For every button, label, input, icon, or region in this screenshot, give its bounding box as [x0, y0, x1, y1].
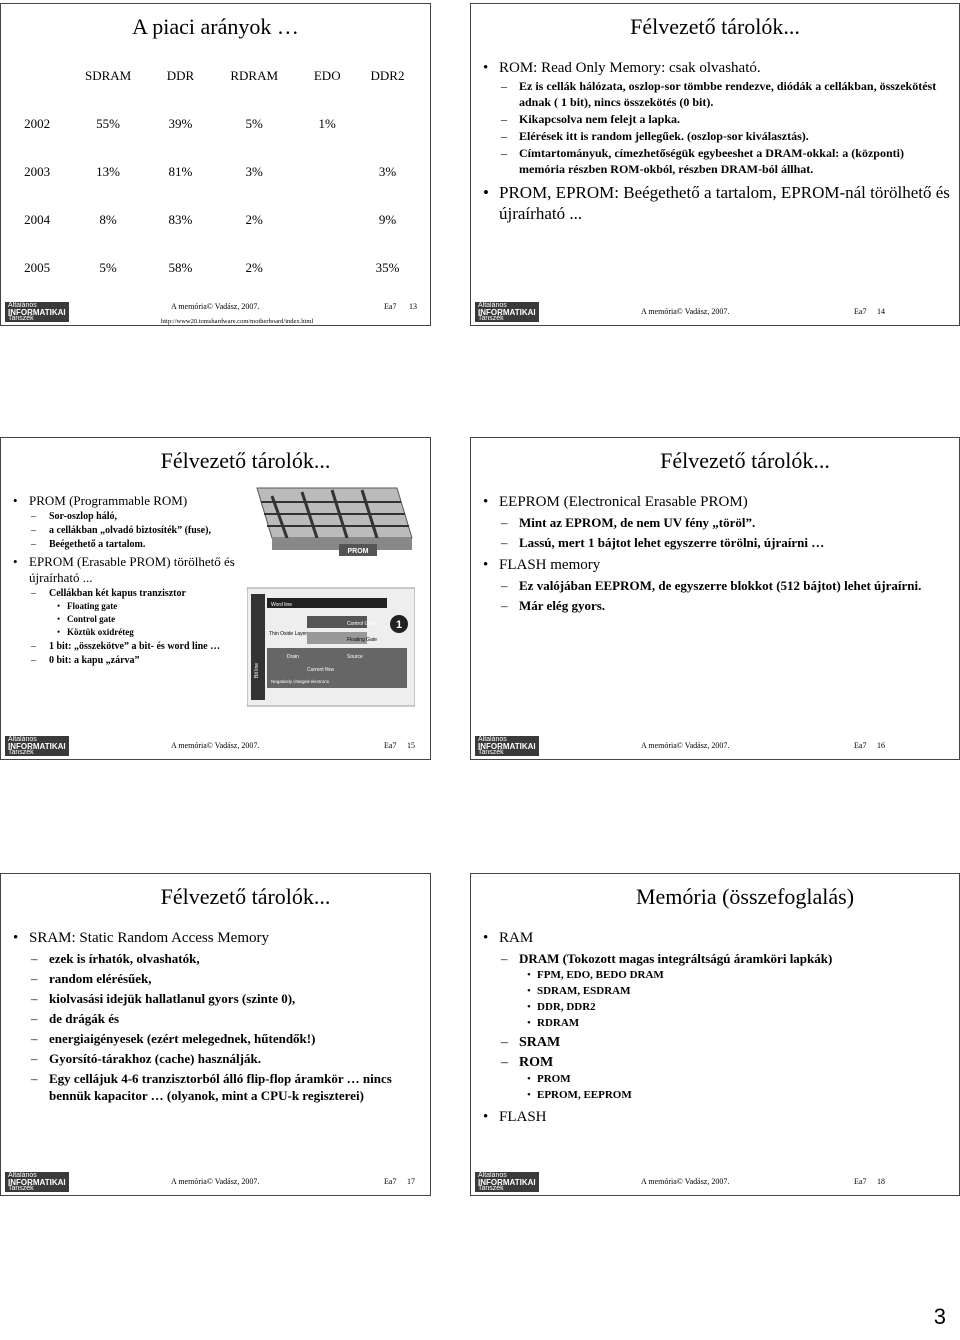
- sub-bullet: – a cellákban „olvadó biztosíték” (fuse),: [11, 524, 240, 537]
- table-cell: 35%: [375, 260, 400, 275]
- footer-credit: A memória© Vadász, 2007.: [641, 307, 730, 316]
- table-cell: 2002: [24, 116, 51, 131]
- bullet: • ROM: Read Only Memory: csak olvasható.: [481, 59, 951, 77]
- sub-sub-bullet: • EPROM, EEPROM: [481, 1088, 951, 1103]
- bullet: • PROM (Programmable ROM): [11, 493, 240, 509]
- prom-grid-image: [257, 488, 412, 556]
- sub-bullet: – ezek is írhatók, olvashatók,: [11, 950, 422, 967]
- footer-credit: A memória© Vadász, 2007.: [171, 1177, 260, 1186]
- table-cell: 8%: [99, 212, 117, 227]
- sub-bullet: – 1 bit: „összekötve” a bit- és word line …: [11, 640, 240, 653]
- table-cell: RDRAM: [230, 68, 279, 83]
- table-cell: [300, 196, 354, 244]
- footer-course: Ea7: [384, 302, 397, 311]
- bullet: • RAM: [481, 929, 951, 947]
- table-row: [11, 148, 421, 196]
- slide-footer: [471, 299, 959, 325]
- slide-body: [11, 926, 422, 1104]
- footer-course: Ea7: [854, 741, 867, 750]
- department-logo: Általános INFORMATIKAI Tanszék: [475, 1172, 539, 1192]
- table-cell: 3%: [378, 164, 397, 179]
- source-label: Source: [347, 654, 363, 660]
- electrons-label: Negatively charged electrons: [271, 679, 330, 684]
- sub-bullet: – DRAM (Tokozott magas integráltságú áramköri lapkák): [481, 950, 951, 967]
- sub-bullet: – ROM: [481, 1054, 951, 1071]
- sub-bullet: – Ez valójában EEPROM, de egyszerre blokkot (512 bájtot) lehet újraírni.: [481, 577, 951, 594]
- sub-sub-bullet: • SDRAM, ESDRAM: [481, 984, 951, 999]
- sub-bullet: – de drágák és: [11, 1010, 422, 1027]
- slide-title: Félvezető tárolók...: [160, 448, 331, 473]
- slide-14: [470, 3, 960, 326]
- drain-label: Drain: [287, 654, 299, 660]
- bullet: • FLASH memory: [481, 556, 951, 574]
- sub-sub-bullet: • Control gate: [11, 613, 240, 626]
- slide-16: [470, 437, 960, 760]
- market-share-table: [11, 52, 421, 292]
- table-cell: [11, 52, 63, 100]
- sub-sub-bullet: • PROM: [481, 1072, 951, 1087]
- sub-bullet: – kiolvasási idejük hallatlanul gyors (szinte 0),: [11, 990, 422, 1007]
- slide-number: 14: [877, 307, 885, 316]
- slide-body: [481, 926, 951, 1126]
- sub-bullet: – Kikapcsolva nem felejt a lapka.: [481, 111, 951, 127]
- sub-bullet: – Már elég gyors.: [481, 597, 951, 614]
- department-logo: Általános INFORMATIKAI Tanszék: [5, 302, 69, 322]
- table-cell: 81%: [168, 164, 193, 179]
- table-cell: 2004: [24, 212, 51, 227]
- footer-course: Ea7: [854, 1177, 867, 1186]
- sub-bullet: – Sor-oszlop háló,: [11, 510, 240, 523]
- sub-bullet: – Gyorsító-tárakhoz (cache) használják.: [11, 1050, 422, 1067]
- slide-number: 13: [409, 302, 417, 311]
- slide-number: 16: [877, 741, 885, 750]
- sub-bullet: – Egy cellájuk 4-6 tranzisztorból álló flip-flop áramkör … nincs bennük kapacitor … (olyanok, mint a CPU-k regiszterei): [11, 1070, 422, 1104]
- footer-credit: A memória© Vadász, 2007.: [641, 1177, 730, 1186]
- prom-label: PROM: [347, 548, 369, 555]
- slide-number: 18: [877, 1177, 885, 1186]
- table-cell: 39%: [168, 116, 193, 131]
- department-logo: Általános INFORMATIKAI Tanszék: [5, 736, 69, 756]
- footer-credit: A memória© Vadász, 2007.: [171, 741, 260, 750]
- table-cell: 2003: [24, 164, 51, 179]
- slide-footer: [471, 733, 959, 759]
- slide-17: [0, 873, 431, 1196]
- slide-body: [11, 490, 240, 667]
- slide-number: 17: [407, 1177, 415, 1186]
- footer-credit: A memória© Vadász, 2007.: [171, 302, 260, 311]
- slide-title: A piaci arányok …: [132, 14, 299, 39]
- sub-bullet: – Beégethető a tartalom.: [11, 538, 240, 551]
- slide-15: [0, 437, 431, 760]
- slide-number: 15: [407, 741, 415, 750]
- table-cell: EDO: [313, 68, 341, 83]
- bit-value-label: 1: [395, 619, 403, 631]
- sub-sub-bullet: • Köztük oxidréteg: [11, 626, 240, 639]
- bullet: • EPROM (Erasable PROM) törölhető és újraírható ...: [11, 554, 240, 586]
- table-cell: 2%: [245, 212, 263, 227]
- table-cell: 55%: [96, 116, 121, 131]
- slide-title: Félvezető tárolók...: [630, 14, 800, 39]
- table-cell: 5%: [245, 116, 263, 131]
- slide-footer: [1, 733, 430, 759]
- slide-13: [0, 3, 431, 326]
- table-cell: 58%: [168, 260, 193, 275]
- table-cell: 1%: [318, 116, 336, 131]
- footer-credit: A memória© Vadász, 2007.: [641, 741, 730, 750]
- table-cell: 2%: [245, 260, 263, 275]
- bullet: • SRAM: Static Random Access Memory: [11, 929, 422, 947]
- slide-title: Memória (összefoglalás): [635, 884, 855, 909]
- table-cell: DDR2: [370, 68, 405, 83]
- sub-bullet: – Cellákban két kapus tranzisztor: [11, 587, 240, 600]
- slide-title: Félvezető tárolók...: [160, 884, 331, 909]
- table-cell: SDRAM: [84, 68, 132, 83]
- department-logo: Általános INFORMATIKAI Tanszék: [5, 1172, 69, 1192]
- sub-bullet: – random elérésűek,: [11, 970, 422, 987]
- table-cell: [300, 244, 354, 292]
- slide-footer: [471, 1169, 959, 1195]
- footer-course: Ea7: [854, 307, 867, 316]
- sub-bullet: – SRAM: [481, 1034, 951, 1051]
- word-line-label: Word line: [271, 602, 293, 608]
- slide-footer: [1, 1169, 430, 1195]
- sub-sub-bullet: • FPM, EDO, BEDO DRAM: [481, 968, 951, 983]
- slide-18: [470, 873, 960, 1196]
- sub-bullet: – Lassú, mert 1 bájtot lehet egyszerre törölni, újraírni …: [481, 534, 951, 551]
- table-cell: 9%: [378, 212, 397, 227]
- table-row: [11, 100, 421, 148]
- department-logo: Általános INFORMATIKAI Tanszék: [475, 736, 539, 756]
- table-cell: DDR: [166, 68, 195, 83]
- table-row: [11, 244, 421, 292]
- current-flow-label: Current flow: [307, 667, 334, 673]
- sub-bullet: – Címtartományuk, címezhetőségük egybeeshet a DRAM-okkal: a (központi) memória részben ROM-okból, részben DRAM-ból állhat.: [481, 145, 951, 177]
- source-url[interactable]: http://www20.tomshardware.com/motherboard/index.html: [161, 318, 314, 325]
- table-header-row: [11, 52, 421, 100]
- sub-bullet: – 0 bit: a kapu „zárva”: [11, 654, 240, 667]
- department-logo: Általános INFORMATIKAI Tanszék: [475, 302, 539, 322]
- control-gate-label: Control Gate: [347, 621, 376, 627]
- page-number: 3: [933, 1304, 946, 1329]
- footer-course: Ea7: [384, 1177, 397, 1186]
- prom-eprom-diagram: [247, 478, 415, 740]
- slide-footer: [1, 299, 430, 325]
- sub-bullet: – Mint az EPROM, de nem UV fény „töröl”.: [481, 514, 951, 531]
- bit-line-label: Bit line: [254, 662, 260, 678]
- slide-title: Félvezető tárolók...: [660, 448, 830, 473]
- table-cell: 5%: [99, 260, 117, 275]
- table-cell: 13%: [96, 164, 121, 179]
- thin-oxide-label: Thin Oxide Layer: [269, 631, 308, 637]
- bullet: • PROM, EPROM: Beégethető a tartalom, EPROM-nál törölhető és újraírható ...: [481, 182, 951, 224]
- sub-bullet: – Elérések itt is random jellegűek. (oszlop-sor kiválasztás).: [481, 128, 951, 144]
- table-cell: 3%: [245, 164, 263, 179]
- table-cell: [300, 148, 354, 196]
- eprom-transistor-image: [247, 588, 415, 706]
- table-cell: 83%: [168, 212, 193, 227]
- table-cell: 2005: [24, 260, 51, 275]
- sub-sub-bullet: • DDR, DDR2: [481, 1000, 951, 1015]
- sub-bullet: – Ez is cellák hálózata, oszlop-sor tömbbe rendezve, diódák a cellákban, összekötést adnak ( 1 bit), nincs összekötés (0 bit).: [481, 78, 951, 110]
- table-cell: [354, 100, 421, 148]
- floating-gate-label: Floating Gate: [347, 637, 378, 643]
- bullet: • FLASH: [481, 1108, 951, 1126]
- slide-body: [481, 490, 951, 614]
- sub-bullet: – energiaigényesek (ezért melegednek, hűtendők!): [11, 1030, 422, 1047]
- table-row: [11, 196, 421, 244]
- footer-course: Ea7: [384, 741, 397, 750]
- sub-sub-bullet: • Floating gate: [11, 600, 240, 613]
- sub-sub-bullet: • RDRAM: [481, 1016, 951, 1031]
- slide-body: [481, 56, 951, 224]
- bullet: • EEPROM (Electronical Erasable PROM): [481, 493, 951, 511]
